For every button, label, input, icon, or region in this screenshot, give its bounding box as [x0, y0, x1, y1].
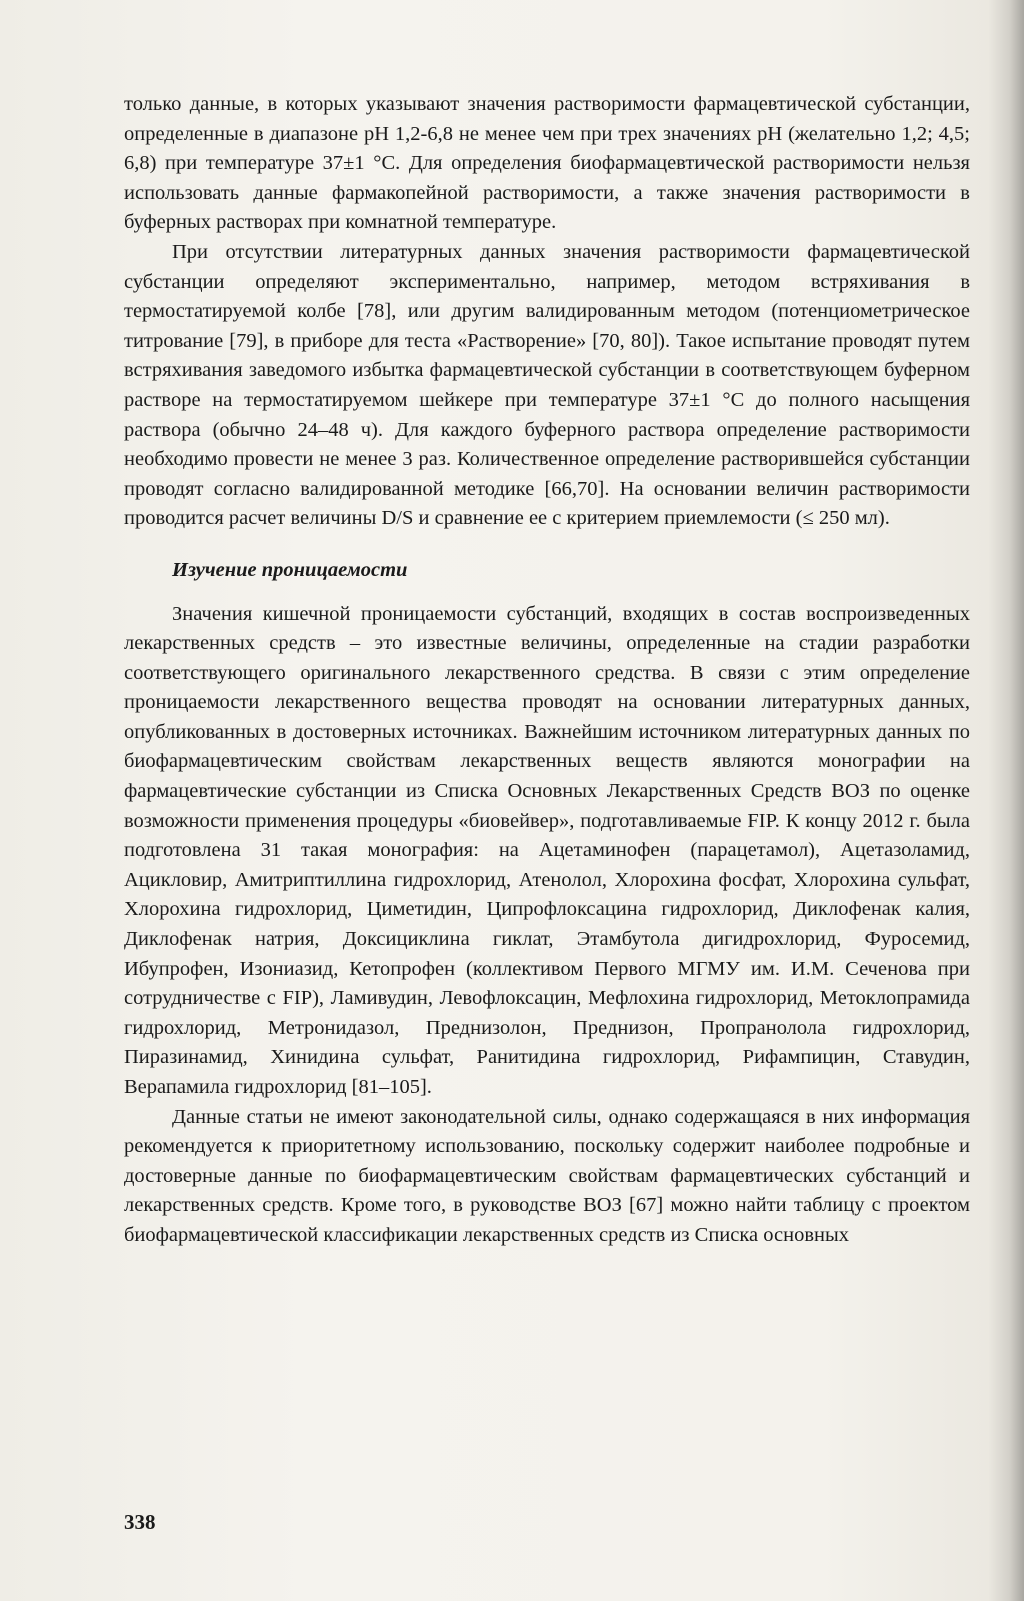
page-number: 338 [124, 1510, 156, 1534]
paragraph-articles-status: Данные статьи не имеют законодательной силы, однако содержащаяся в них информация рекомендуется к приоритетному использованию, поскольку содержит наиболее подробные и достоверные данные по биофармацевтическим свойствам фармацевтических субстанций и лекарственных средств. Кроме того, в руководстве ВОЗ [67] можно найти таблицу с проектом биофармацевтической классификации лекарственных средств из Списка основных [124, 1105, 970, 1246]
paragraph-solubility-continuation: только данные, в которых указывают значения растворимости фармацевтической субстанции, определенные в диапазоне pH 1,2-6,8 не менее чем при трех значениях pH (желательно 1,2; 4,5; 6,8) при температуре 37±1 °C. Для определения биофармацевтической растворимости нельзя использовать данные фармакопейной растворимости, а также значения растворимости в буферных растворах при комнатной температуре. [124, 93, 970, 234]
section-heading-permeability: Изучение проницаемости [172, 558, 408, 581]
page-gutter-shadow [988, 0, 1024, 1601]
body-text [124, 90, 970, 1251]
paragraph-permeability: Значения кишечной проницаемости субстанций, входящих в состав воспроизведенных лекарственных средств – это известные величины, определенные на стадии разработки соответствующего оригинального лекарственного средства. В связи с этим определение проницаемости лекарственного вещества проводят на основании литературных данных, опубликованных в достоверных источниках. Важнейшим источником литературных данных по биофармацевтическим свойствам лекарственных веществ являются монографии на фармацевтические субстанции из Списка Основных Лекарственных Средств ВОЗ по оценке возможности применения процедуры «биовейвер», подготавливаемые FIP. К концу 2012 г. была подготовлена 31 такая монография: на Ацетаминофен (парацетамол), Ацетазоламид, Ацикловир, Амитриптиллина гидрохлорид, Атенолол, Хлорохина фосфат, Хлорохина сульфат, Хлорохина гидрохлорид, Циметидин, Ципрофлоксацина гидрохлорид, Диклофенак калия, Диклофенак натрия, Доксициклина гиклат, Этамбутола дигидрохлорид, Фуросемид, Ибупрофен, Изониазид, Кетопрофен (коллективом Первого МГМУ им. И.М. Сеченова при сотрудничестве с FIP), Ламивудин, Левофлоксацин, Мефлохина гидрохлорид, Метоклопрамида гидрохлорид, Метронидазол, Преднизолон, Преднизон, Пропранолола гидрохлорид, Пиразинамид, Хинидина сульфат, Ранитидина гидрохлорид, Рифампицин, Ставудин, Верапамила гидрохлорид [81–105]. [124, 602, 970, 1098]
paragraph-experimental-solubility: При отсутствии литературных данных значения растворимости фармацевтической субстанции определяют экспериментально, например, методом встряхивания в термостатируемой колбе [78], или другим валидированным методом (потенциометрическое титрование [79], в приборе для теста «Растворение» [70, 80]). Такое испытание проводят путем встряхивания заведомого избытка фармацевтической субстанции в соответствующем буферном растворе на термостатируемом шейкере при температуре 37±1 °C до полного насыщения раствора (обычно 24–48 ч). Для каждого буферного раствора определение растворимости необходимо провести не менее 3 раз. Количественное определение растворившейся субстанции проводят согласно валидированной методике [66,70]. На основании величин растворимости проводится расчет величины D/S и сравнение ее с критерием приемлемости (≤ 250 мл). [124, 240, 970, 530]
